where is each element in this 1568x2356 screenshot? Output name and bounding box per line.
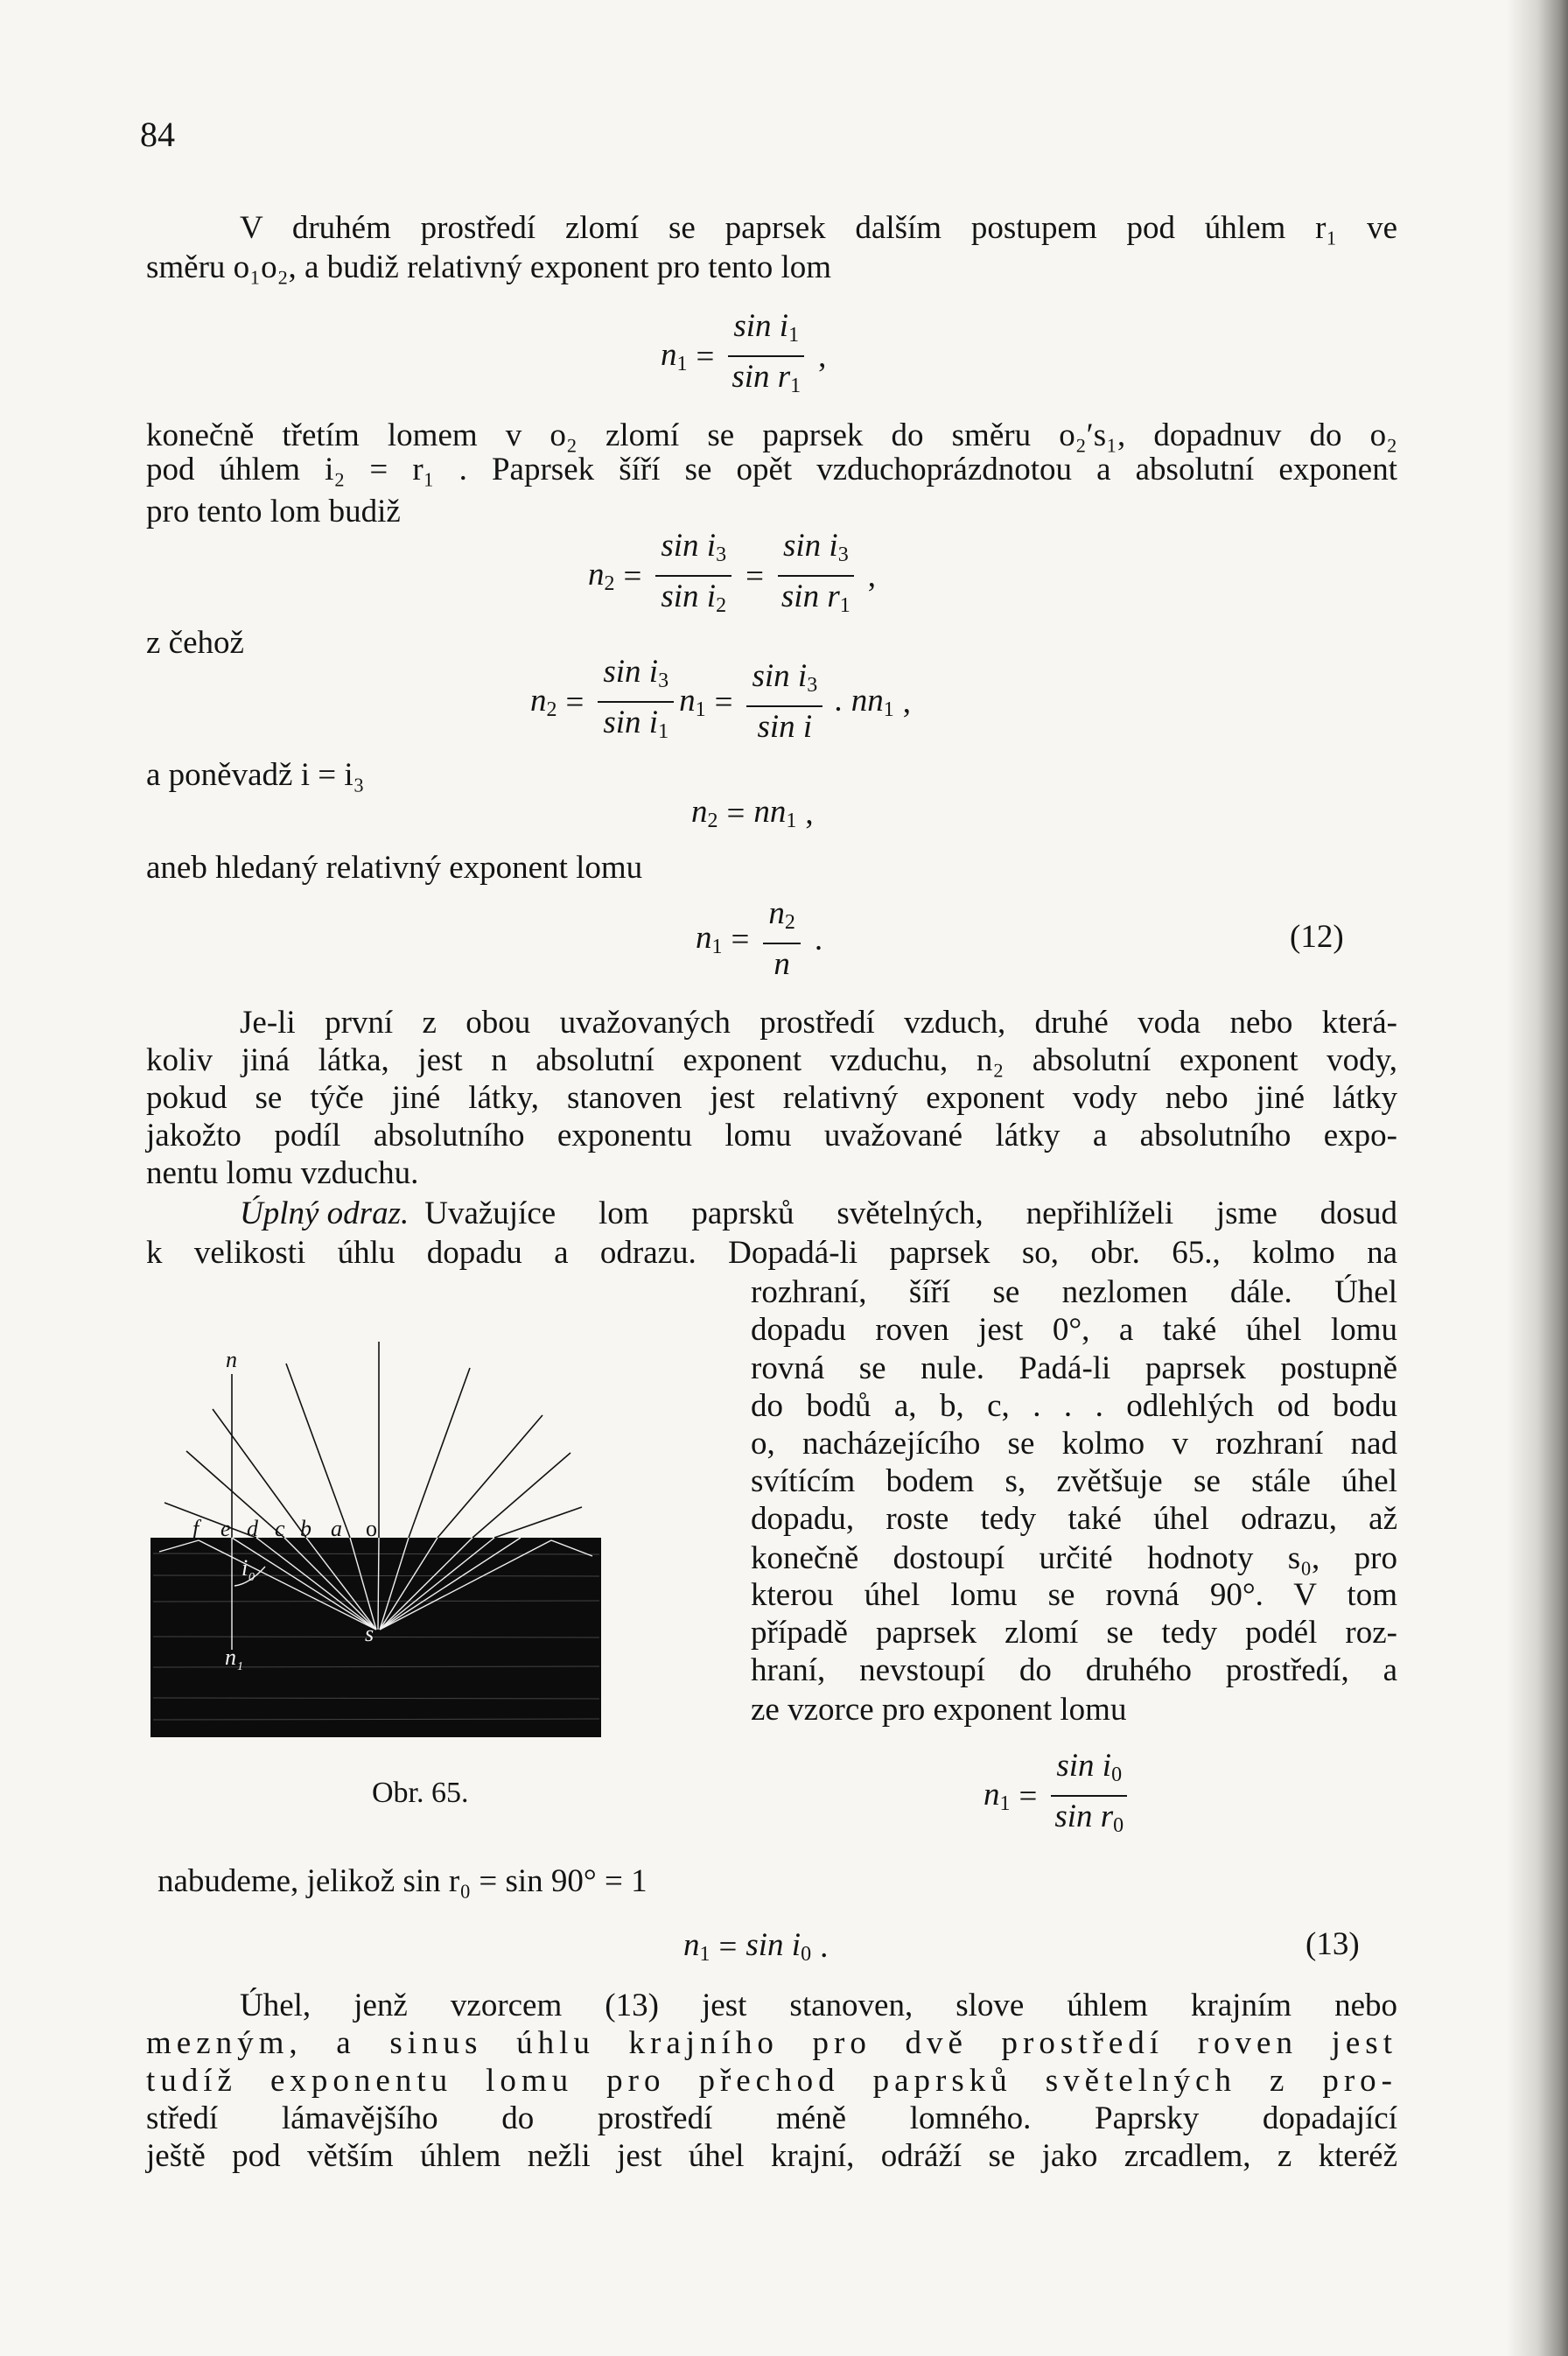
math-sub: 1 (790, 375, 802, 397)
math-sub: 3 (716, 543, 727, 566)
text-line: směru o₁o₂, a budiž relativný exponent pro tento lom (146, 249, 832, 285)
text-line: případě paprsek zlomí se tedy podél roz- (751, 1615, 1397, 1651)
math-symbol: n (984, 1777, 1000, 1813)
math-eq: = (565, 684, 584, 720)
math-eq: = (731, 921, 750, 957)
math-sub: 0 (1113, 1814, 1124, 1837)
label-d: d (247, 1516, 258, 1541)
text-line: dopadu, roste tedy také úhel odrazu, až (751, 1501, 1397, 1537)
text-line: středí lámavějšího do prostředí méně lomného. Paprsky dopadající (146, 2100, 1397, 2136)
math-punct: , (805, 795, 814, 831)
math-sub: 3 (807, 674, 818, 697)
math-sub: 1 (695, 698, 706, 721)
label-f: f (192, 1516, 200, 1541)
text-line: konečně dostoupí určité hodnoty s₀, pro (751, 1540, 1397, 1576)
text-line: rovná se nule. Padá-li paprsek postupně (751, 1350, 1397, 1386)
math-sub: 2 (707, 810, 718, 832)
math-eq: = (714, 684, 733, 720)
text-line: pokud se týče jiné látky, stanoven jest relativný exponent vody nebo jiné látky (146, 1080, 1397, 1116)
math-sub: 2 (716, 594, 727, 617)
math-eq: = (1018, 1778, 1038, 1814)
math-symbol: n (683, 1927, 700, 1963)
label-e: e (220, 1516, 231, 1541)
text-segment: Uvažujíce lom paprsků světelných, nepřihlíželi jsme dosud (424, 1196, 1397, 1231)
equation-number: (13) (1306, 1926, 1360, 1962)
text-line: dopadu roven jest 0°, a také úhel lomu (751, 1312, 1397, 1348)
numerator: sin i (661, 528, 717, 564)
text-line: nabudeme, jelikož sin r₀ = sin 90° = 1 (158, 1863, 648, 1899)
text-line: a poněvadž i = i₃ (146, 757, 365, 793)
text-line: konečně třetím lomem v o₂ zlomí se paprsek do směru o₂′s₁, dopadnuv do o₂ (146, 417, 1397, 453)
label-a: a (331, 1516, 342, 1541)
math-symbol: sin i (746, 1927, 802, 1963)
label-n1: n (225, 1644, 236, 1670)
text-line: tudíž exponentu lomu pro přechod paprsků světelných z pro- (146, 2063, 1397, 2099)
math-symbol: n (679, 683, 696, 719)
math-punct: , (867, 557, 876, 594)
math-symbol: nn (753, 794, 787, 830)
text-line: V druhém prostředí zlomí se paprsek dalším postupem pod úhlem r₁ ve (240, 210, 1397, 246)
label-n: n (226, 1347, 237, 1372)
math-sub: 2 (546, 698, 557, 721)
formula-13 (683, 1903, 836, 1990)
math-punct: , (902, 684, 911, 720)
math-sub: 1 (699, 1943, 710, 1966)
math-eq: = (623, 557, 642, 594)
text-line: jakožto podíl absolutního exponentu lomu uvažované látky a absolutního expo- (146, 1118, 1397, 1153)
numerator: sin i (752, 658, 808, 694)
math-sub: 1 (788, 324, 800, 347)
math-symbol: n (696, 920, 712, 956)
text-line: ještě pod větším úhlem nežli jest úhel krajní, odráží se jako zrcadlem, z kteréž (146, 2138, 1397, 2174)
math-eq: = (746, 557, 764, 594)
figure-caption: Obr. 65. (372, 1777, 469, 1809)
math-punct: . (820, 1928, 829, 1965)
numerator: sin i (1056, 1748, 1112, 1784)
text-line: o, nacházejícího se kolmo v rozhraní nad (751, 1426, 1397, 1462)
section-heading: Úplný odraz. (240, 1196, 410, 1231)
math-sub: 0 (801, 1943, 812, 1966)
math-sub: 1 (711, 936, 723, 958)
text-line: ze vzorce pro exponent lomu (751, 1692, 1127, 1728)
math-punct: . (814, 921, 823, 957)
math-eq: = (726, 795, 746, 831)
text-line: rozhraní, šíří se nezlomen dále. Úhel (751, 1274, 1397, 1310)
math-symbol: n (661, 337, 677, 373)
text-line: svítícím bodem s, zvětšuje se stále úhel (751, 1463, 1397, 1499)
text-line: do bodů a, b, c, . . . odlehlých od bodu (751, 1388, 1397, 1424)
numerator: sin i (603, 654, 659, 690)
denominator: n (774, 946, 790, 982)
text-line: aneb hledaný relativný exponent lomu (146, 850, 643, 886)
math-sub: 1 (839, 594, 850, 617)
label-b: b (300, 1516, 312, 1541)
page-number: 84 (140, 115, 175, 154)
denominator: sin r (732, 359, 791, 395)
math-punct: , (818, 338, 827, 375)
text-line: Je-li první z obou uvažovaných prostředí vzduch, druhé voda nebo která- (240, 1005, 1397, 1041)
label-i0: i (242, 1555, 248, 1581)
text-line: z čehož (146, 625, 244, 661)
math-symbol: . nn (835, 683, 884, 719)
numerator: sin i (782, 528, 838, 564)
math-symbol: n (588, 557, 605, 593)
text-line: mezným, a sinus úhlu krajního pro dvě prostředí roven jest (146, 2025, 1397, 2061)
math-sub: 2 (784, 911, 795, 934)
math-symbol: n (691, 794, 708, 830)
math-sub: 1 (883, 698, 894, 721)
text-line: koliv jiná látka, jest n absolutní exponent vzduchu, n₂ absolutní exponent vody, (146, 1042, 1397, 1078)
math-sub: 1 (786, 810, 797, 832)
label-s: s (365, 1621, 374, 1646)
denominator: sin r (1054, 1799, 1114, 1834)
math-eq: = (696, 338, 715, 375)
denominator: sin r (780, 578, 840, 614)
math-sub: 1 (658, 720, 669, 743)
text-line: nentu lomu vzduchu. (146, 1155, 419, 1191)
math-symbol: n (530, 683, 547, 719)
numerator: sin i (733, 308, 789, 344)
math-sub: 1 (676, 353, 688, 375)
text-line: kterou úhel lomu se rovná 90°. V tom (751, 1577, 1397, 1613)
label-n1-sub: 1 (237, 1660, 243, 1673)
label-c: c (275, 1516, 285, 1541)
math-eq: = (718, 1928, 738, 1965)
math-sub: 3 (837, 543, 849, 566)
math-sub: 2 (604, 572, 615, 595)
math-sub: 0 (1111, 1763, 1123, 1786)
denominator: sin i (661, 578, 717, 614)
math-sub: 1 (999, 1792, 1011, 1815)
text-line: hraní, nevstoupí do druhého prostředí, a (751, 1652, 1397, 1688)
denominator: sin i (757, 709, 813, 745)
math-sub: 3 (658, 670, 669, 692)
denominator: sin i (603, 705, 659, 740)
text-line: pod úhlem i₂ = r₁ . Paprsek šíří se opět vzduchoprázdnotou a absolutní exponent (146, 452, 1397, 487)
equation-number: (12) (1290, 919, 1344, 955)
text-line: pro tento lom budiž (146, 494, 401, 529)
figure-labels (192, 1347, 377, 1541)
numerator: n (768, 895, 785, 931)
text-line: k velikosti úhlu dopadu a odrazu. Dopadá-li paprsek so, obr. 65., kolmo na (146, 1235, 1397, 1271)
text-line: Úhel, jenž vzorcem (13) jest stanoven, slove úhlem krajním nebo (240, 1988, 1397, 2023)
label-i0-sub: 0 (248, 1571, 255, 1584)
label-o: o (366, 1516, 377, 1541)
